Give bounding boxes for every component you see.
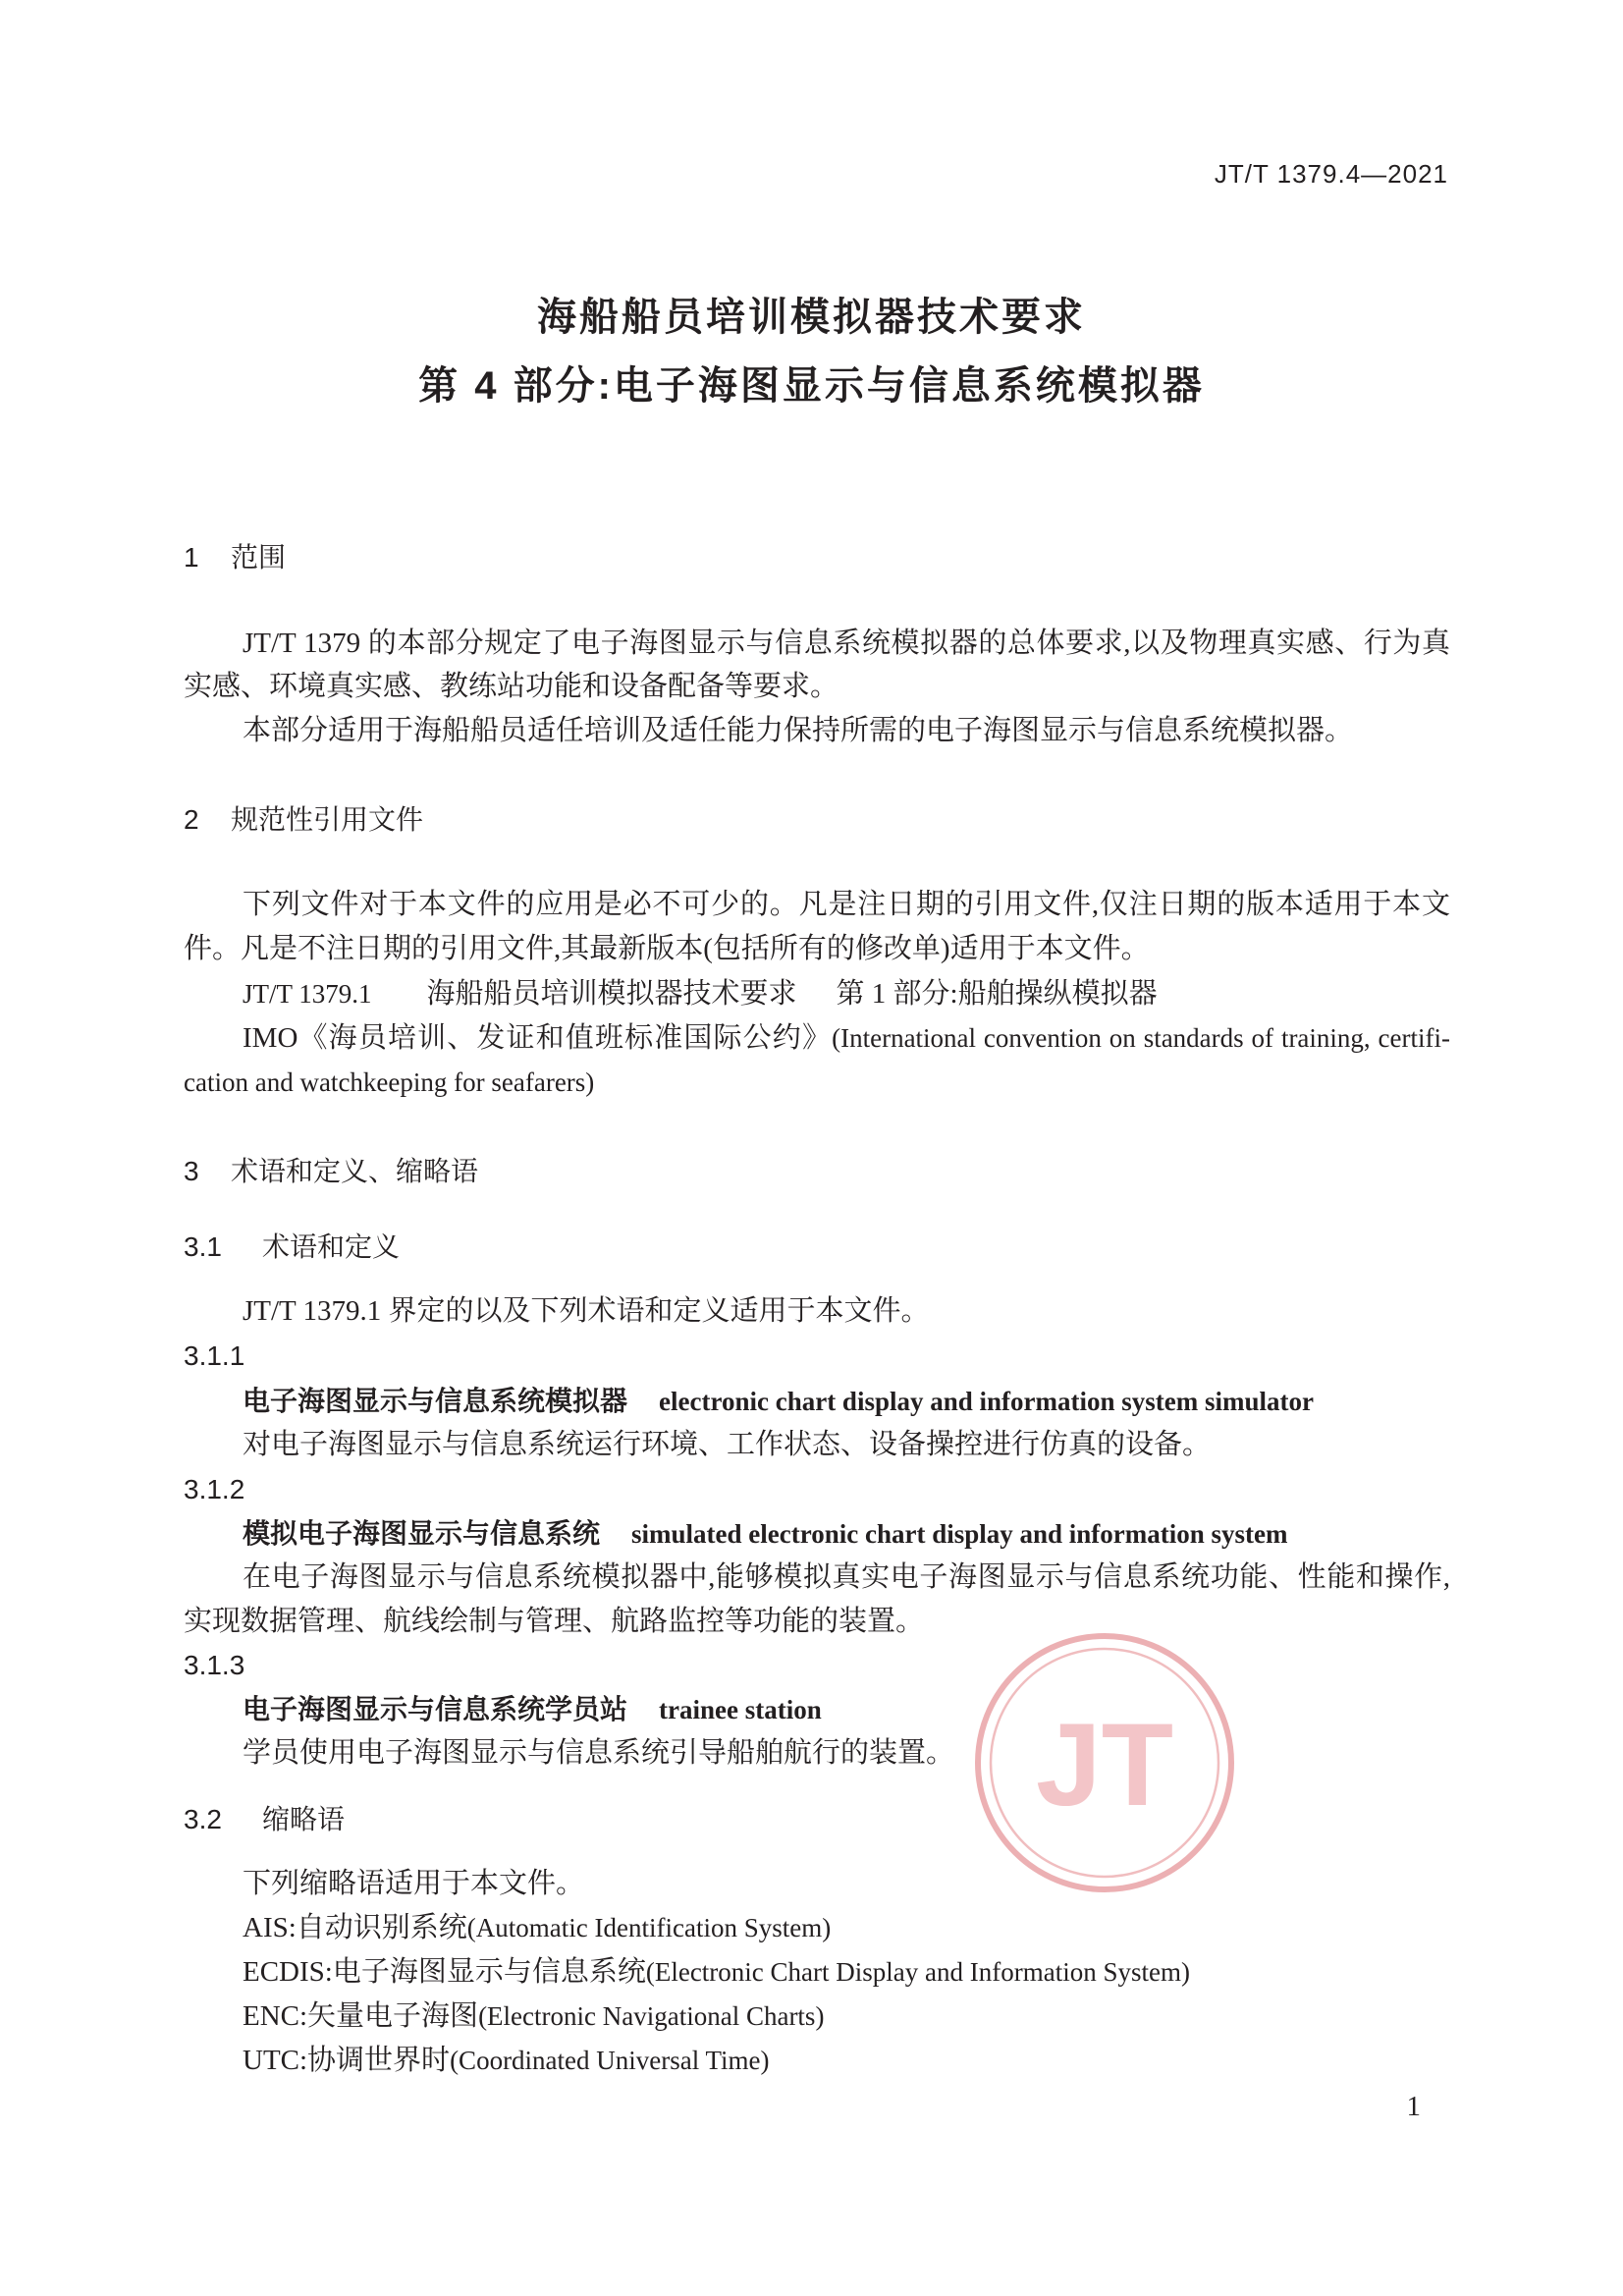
jt-stamp [972,1630,1237,1895]
abbreviation-item [243,1906,831,1950]
term-en: electronic chart display and information system simulator [659,1387,1314,1416]
section-number: 3 [184,1156,199,1186]
subsection-title: 术语和定义 [262,1231,401,1262]
section-2-heading [184,797,423,842]
term-entry [243,1511,1288,1556]
reference-title-en: (International convention on standards of training, certifi- [832,1023,1451,1053]
abbreviation-expansion: (Electronic Navigational Charts) [478,2001,825,2031]
reference-part: 第 1 部分:船舶操纵模拟器 [836,978,1158,1010]
subsection-3-2-heading [184,1797,345,1841]
abbreviation-term: UTC:协调世界时 [243,2045,451,2076]
subsection-number: 3.2 [184,1804,222,1834]
section-title: 范围 [231,542,287,573]
abbreviations-intro: 下列缩略语适用于本文件。 [243,1868,585,1899]
abbreviation-expansion: (Automatic Identification System) [466,1913,832,1942]
term-zh: 模拟电子海图显示与信息系统 [243,1518,601,1549]
stamp-outer-ring [978,1636,1231,1889]
abbreviation-expansion: (Electronic Chart Display and Information System) [645,1957,1190,1987]
references-intro-line: 下列文件对于本文件的应用是必不可少的。凡是注日期的引用文件,仅注日期的版本适用于本文 [243,889,1450,920]
section-number: 2 [184,804,199,835]
term-number: 3.1.3 [184,1650,245,1680]
term-definition-line: 实现数据管理、航线绘制与管理、航路监控等功能的装置。 [184,1606,925,1637]
reference-item [243,1016,1450,1061]
reference-code: JT/T 1379.1 [243,979,372,1009]
reference-title-en-continued: cation and watchkeeping for seafarers) [184,1067,595,1097]
term-entry [243,1687,822,1731]
section-title: 术语和定义、缩略语 [231,1156,479,1186]
section-title: 规范性引用文件 [231,804,424,835]
term-number: 3.1.1 [184,1340,245,1371]
subsection-title: 缩略语 [262,1804,346,1834]
subsection-number: 3.1 [184,1231,222,1262]
abbreviation-term: ENC:矢量电子海图 [243,2000,479,2032]
document-title-line-2: 第 4 部分:电子海图显示与信息系统模拟器 [418,364,1205,408]
term-en: trainee station [659,1695,822,1724]
abbreviation-term: ECDIS:电子海图显示与信息系统 [243,1956,646,1988]
reference-title-zh: IMO《海员培训、发证和值班标准国际公约》 [243,1022,833,1054]
abbreviation-item [243,1950,1190,1995]
scope-paragraph-line: 实感、环境真实感、教练站功能和设备配备等要求。 [184,671,839,702]
scope-paragraph-line: JT/T 1379 的本部分规定了电子海图显示与信息系统模拟器的总体要求,以及物理真实感、行为真 [243,628,1450,659]
page-number: 1 [1406,2091,1421,2122]
document-title-line-1: 海船船员培训模拟器技术要求 [537,296,1086,339]
reference-title: 海船船员培训模拟器技术要求 [426,978,797,1010]
document-number: JT/T 1379.4—2021 [1214,159,1448,189]
term-definition-line: 对电子海图显示与信息系统运行环境、工作状态、设备操控进行仿真的设备。 [243,1429,1212,1460]
section-1-heading [184,535,286,579]
stamp-inner-ring [991,1649,1218,1877]
abbreviation-term: AIS:自动识别系统 [243,1912,467,1943]
term-definition-line: 学员使用电子海图显示与信息系统引导船舶航行的装置。 [243,1737,955,1769]
term-entry [243,1379,1314,1423]
term-zh: 电子海图显示与信息系统学员站 [243,1694,628,1724]
abbreviation-item [243,2039,770,2083]
term-zh: 电子海图显示与信息系统模拟器 [243,1386,628,1416]
section-number: 1 [184,542,199,573]
scope-paragraph-line: 本部分适用于海船船员适任培训及适任能力保持所需的电子海图显示与信息系统模拟器。 [243,715,1354,746]
term-en: simulated electronic chart display and information system [631,1519,1288,1549]
term-number: 3.1.2 [184,1474,245,1504]
term-definition-line: 在电子海图显示与信息系统模拟器中,能够模拟真实电子海图显示与信息系统功能、性能和操作, [243,1561,1450,1593]
section-3-heading [184,1149,478,1193]
subsection-3-1-heading [184,1225,400,1269]
references-intro-line: 件。凡是不注日期的引用文件,其最新版本(包括所有的修改单)适用于本文件。 [184,933,1150,964]
stamp-text: JT [1035,1699,1174,1831]
terms-intro: JT/T 1379.1 界定的以及下列术语和定义适用于本文件。 [243,1295,930,1327]
abbreviation-item [243,1995,824,2039]
abbreviation-expansion: (Coordinated Universal Time) [450,2046,770,2075]
reference-item [243,972,1158,1016]
